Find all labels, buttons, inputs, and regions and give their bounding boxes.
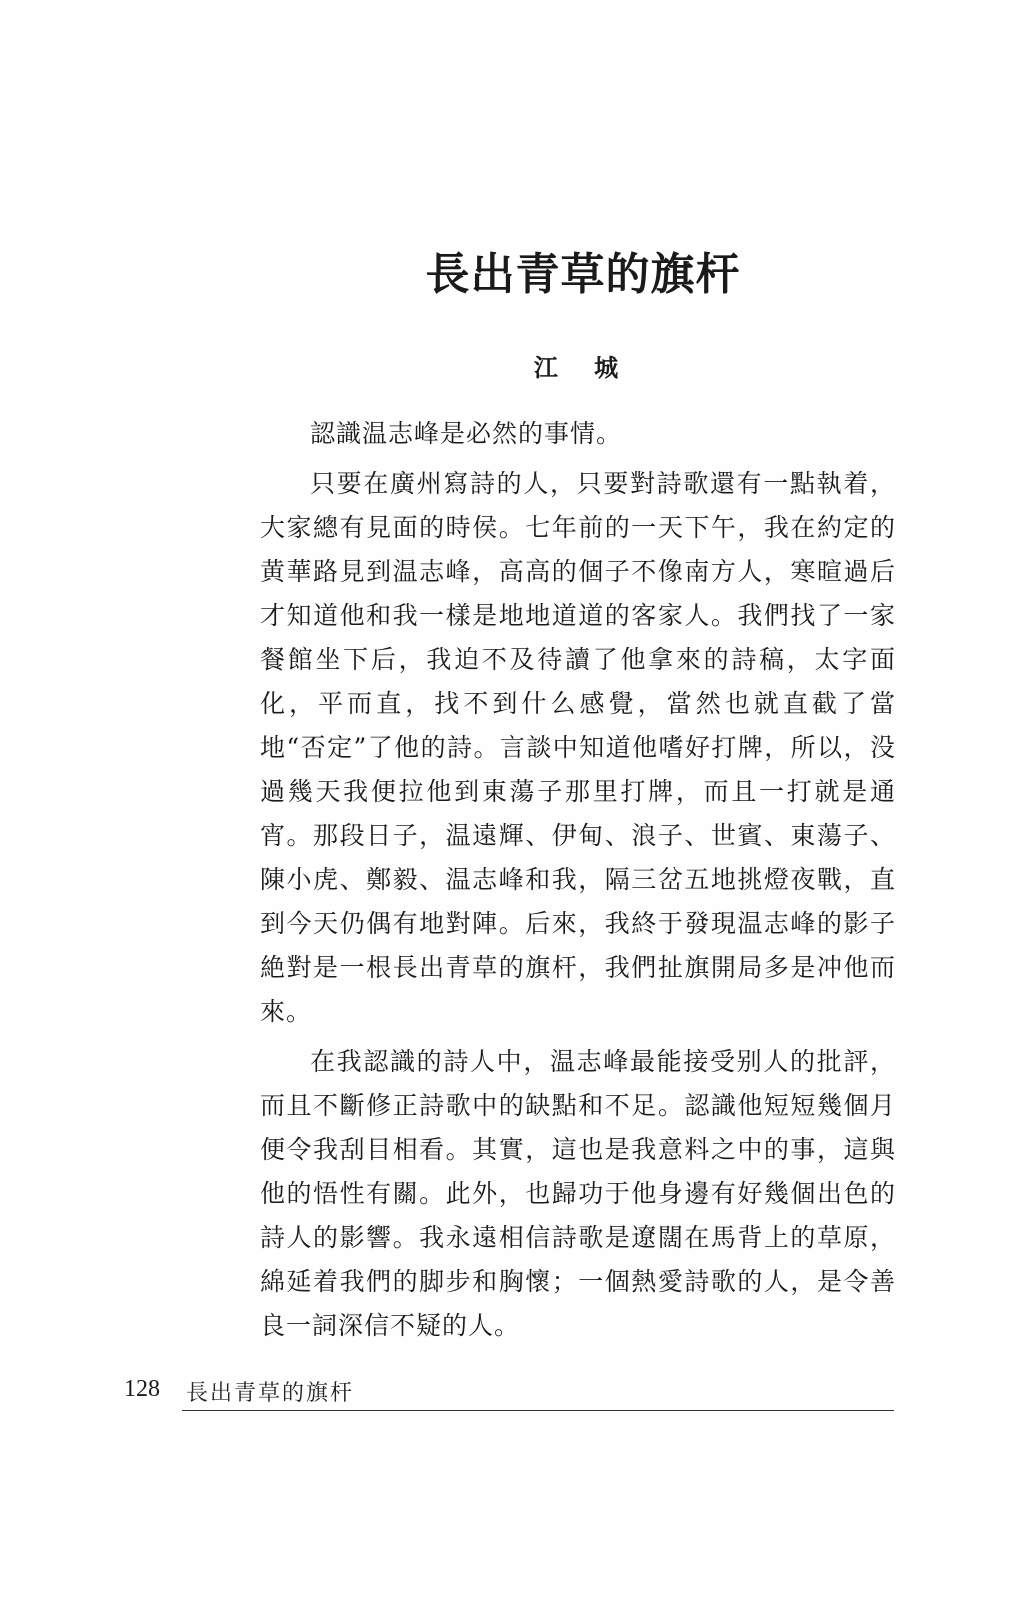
paragraph: 在我認識的詩人中，温志峰最能接受别人的批評，而且不斷修正詩歌中的缺點和不足。認識他短短幾個月便令我刮目相看。其實，這也是我意料之中的事，這與他的悟性有關。此外，也歸功于他身邊有好幾個出色的詩人的影響。我永遠相信詩歌是遼闊在馬背上的草原，綿延着我們的脚步和胸懷；一個熱愛詩歌的人，是令善良一詞深信不疑的人。: [260, 1047, 896, 1340]
page-footer: [124, 1376, 896, 1416]
page-number: 128: [124, 1376, 160, 1402]
paragraph: 認識温志峰是必然的事情。: [310, 419, 623, 448]
article-title: 長出青草的旗杆: [425, 249, 741, 300]
running-title: 長出青草的旗杆: [186, 1381, 355, 1406]
footer-rule: [182, 1410, 894, 1411]
article-body: [260, 412, 896, 1354]
article-author: 江 城: [533, 353, 633, 382]
paragraph: 只要在廣州寫詩的人，只要對詩歌還有一點執着，大家總有見面的時侯。七年前的一天下午，我在約定的黄華路見到温志峰，高高的個子不像南方人，寒暄過后才知道他和我一樣是地地道道的客家人。我們找了一家餐館坐下后，我迫不及待讀了他拿來的詩稿，太字面化，平而直，找不到什么感覺，當然也就直截了當地“否定”了他的詩。言談中知道他嗜好打牌，所以，没過幾天我便拉他到東蕩子那里打牌，而且一打就是通宵。那段日子，温遠輝、伊甸、浪子、世賓、東蕩子、陳小虎、鄭毅、温志峰和我，隔三岔五地挑燈夜戰，直到今天仍偶有地對陣。后來，我終于發現温志峰的影子絶對是一根長出青草的旗杆，我們扯旗開局多是冲他而來。: [260, 469, 896, 1026]
